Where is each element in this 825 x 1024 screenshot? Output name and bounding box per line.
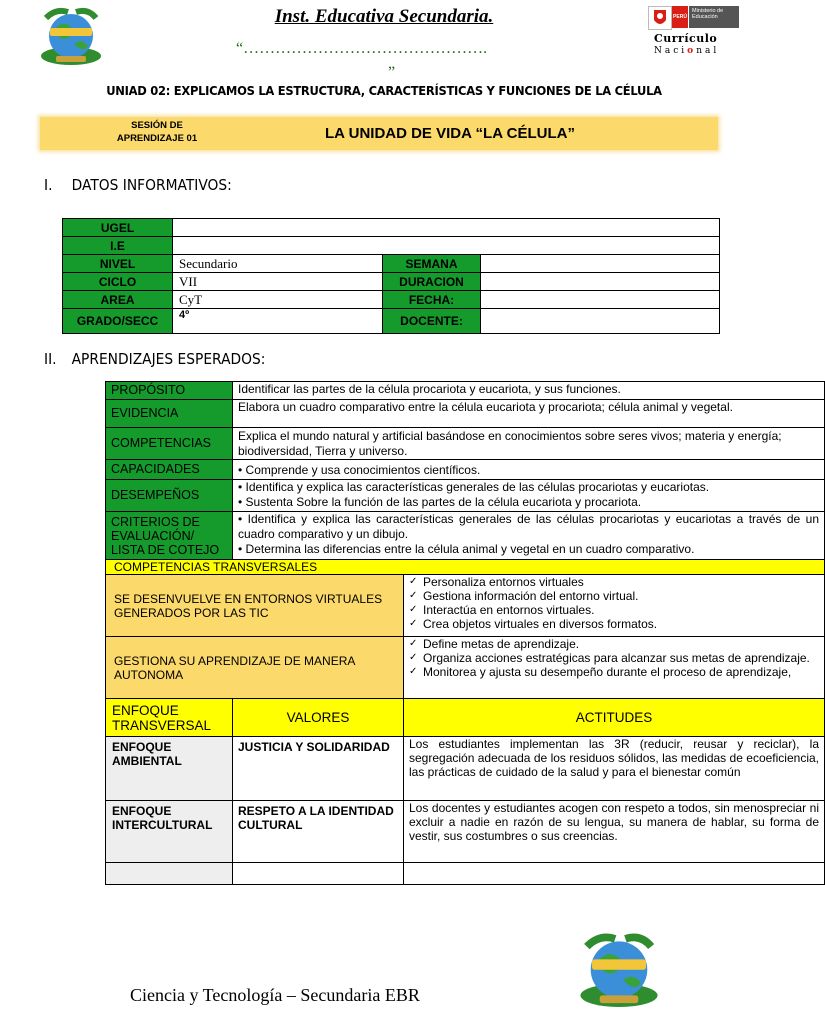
empty-cell (233, 863, 404, 885)
fecha-label: FECHA: (383, 291, 481, 309)
table-row (106, 428, 825, 460)
section-heading-aprendizajes: II. APRENDIZAJES ESPERADOS: (44, 350, 266, 368)
competencias-text: Explica el mundo natural y artificial basándose en conocimientos sobre seres vivos; materia y energía; biodiversidad, Tierra y universo. (233, 428, 825, 460)
table-row (63, 309, 720, 334)
header-enfoque: ENFOQUE TRANSVERSAL (106, 699, 233, 737)
header-valores: VALORES (233, 699, 404, 737)
section-heading-datos: I. DATOS INFORMATIVOS: (44, 176, 232, 194)
session-title: LA UNIDAD DE VIDA “LA CÉLULA” (325, 125, 575, 142)
table-row (106, 637, 825, 699)
desempeno-item: • Identifica y explica las características generales de las células procariotas y eucariotas. (238, 480, 710, 494)
quote-open: “………………………………………. (236, 40, 488, 57)
school-logo-footer (574, 928, 664, 1019)
checklist-item: ✓ Organiza acciones estratégicas para alcanzar sus metas de aprendizaje. (409, 651, 819, 665)
docente-label: DOCENTE: (383, 309, 481, 334)
desempenos-cell (233, 480, 825, 512)
institution-title: Inst. Educativa Secundaria. (274, 6, 494, 27)
semana-label: SEMANA (383, 255, 481, 273)
criterios-cell (233, 512, 825, 560)
table-row (63, 291, 720, 309)
gestiona-competency: GESTIONA SU APRENDIZAJE DE MANERA AUTONOMA (106, 637, 404, 699)
proposito-label: PROPÓSITO (106, 382, 233, 400)
checklist-item: ✓ Define metas de aprendizaje. (409, 637, 819, 651)
docente-value (481, 309, 720, 334)
table-row (106, 400, 825, 428)
aprendizajes-container (105, 381, 819, 889)
desempenos-label: DESEMPEÑOS (106, 480, 233, 512)
table-row (63, 219, 720, 237)
empty-cell (106, 863, 233, 885)
checklist-item: ✓ Personaliza entornos virtuales (409, 575, 819, 589)
aprendizajes-table (105, 381, 825, 885)
area-value: CyT (173, 291, 383, 309)
checklist-item: ✓ Gestiona información del entorno virtual. (409, 589, 819, 603)
table-row (106, 560, 825, 575)
duracion-label: DURACION (383, 273, 481, 291)
footer-text: Ciencia y Tecnología – Secundaria EBR (130, 985, 420, 1005)
fecha-value (481, 291, 720, 309)
criterios-label: CRITERIOS DE EVALUACIÓN/ LISTA DE COTEJO (106, 512, 233, 560)
table-row (63, 273, 720, 291)
session-banner (40, 117, 718, 150)
unit-title: UNIAD 02: EXPLICAMOS LA ESTRUCTURA, CARACTERÍSTICAS Y FUNCIONES DE LA CÉLULA (106, 83, 662, 98)
nacional-text: Nacional (654, 46, 720, 56)
area-label: AREA (63, 291, 173, 309)
ministry-label: Ministerio de Educación (689, 6, 739, 28)
checklist-item: ✓ Monitorea y ajusta su desempeño durante el proceso de aprendizaje, (409, 665, 819, 679)
ugel-label: UGEL (63, 219, 173, 237)
session-label: SESIÓN DE APRENDIZAJE 01 (116, 120, 198, 144)
table-row (106, 737, 825, 801)
enfoque-name: ENFOQUE INTERCULTURAL (106, 801, 233, 863)
table-row (106, 480, 825, 512)
empty-cell (404, 863, 825, 885)
capacidades-label: CAPACIDADES (106, 460, 233, 480)
enfoque-valor: RESPETO A LA IDENTIDAD CULTURAL (233, 801, 404, 863)
table-row (106, 575, 825, 637)
criterio-item: • Determina las diferencias entre la célula animal y vegetal en un cuadro comparativo. (238, 542, 695, 556)
table-row (63, 237, 720, 255)
duracion-value (481, 273, 720, 291)
capacidades-text: • Comprende y usa conocimientos científicos. (233, 460, 825, 480)
nivel-value: Secundario (173, 255, 383, 273)
enfoque-actitud: Los docentes y estudiantes acogen con respeto a todos, sin menospreciar ni excluir a nadie en razón de su lengua, su manera de hablar, su forma de vestir, sus costumbres o sus creencias. (404, 801, 825, 863)
criterio-item: • Identifica y explica las características generales de las células procariotas y eucariotas a través de un cuadro comparativo y un dibujo. (238, 512, 819, 541)
table-row (106, 801, 825, 863)
evidencia-label: EVIDENCIA (106, 400, 233, 428)
quote-close: ” (388, 64, 396, 81)
coat-of-arms-icon (648, 6, 672, 30)
desempeno-item: • Sustenta Sobre la función de las partes de la célula eucariota y procariota. (238, 495, 642, 509)
peru-label: PERÚ (672, 6, 688, 28)
tic-competency: SE DESENVUELVE EN ENTORNOS VIRTUALES GENERADOS POR LAS TIC (106, 575, 404, 637)
evidencia-text: Elabora un cuadro comparativo entre la célula eucariota y procariota; célula animal y vegetal. (233, 400, 825, 428)
nivel-label: NIVEL (63, 255, 173, 273)
table-row (106, 699, 825, 737)
checklist-item: ✓ Interactúa en entornos virtuales. (409, 603, 819, 617)
table-row (106, 863, 825, 885)
grado-label: GRADO/SECC (63, 309, 173, 334)
ie-label: I.E (63, 237, 173, 255)
checklist-item: ✓ Crea objetos virtuales en diversos formatos. (409, 617, 819, 631)
ie-value (173, 237, 720, 255)
header-actitudes: ACTITUDES (404, 699, 825, 737)
ugel-value (173, 219, 720, 237)
enfoque-actitud: Los estudiantes implementan las 3R (reducir, reusar y reciclar), la segregación adecuada de los residuos sólidos, las medidas de ecoeficiencia, las prácticas de cuidado de la salud y para el bienestar común (404, 737, 825, 801)
gestiona-checklist (404, 637, 825, 699)
table-row (106, 382, 825, 400)
curriculo-nacional-logo (648, 6, 740, 54)
ciclo-value: VII (173, 273, 383, 291)
table-row (106, 460, 825, 480)
curriculo-text: Currículo (654, 32, 718, 45)
proposito-text: Identificar las partes de la célula procariota y eucariota, y sus funciones. (233, 382, 825, 400)
table-row (106, 512, 825, 560)
transversales-heading: COMPETENCIAS TRANSVERSALES (106, 560, 825, 575)
table-row (63, 255, 720, 273)
semana-value (481, 255, 720, 273)
competencias-label: COMPETENCIAS (106, 428, 233, 460)
datos-informativos-table (62, 218, 720, 334)
enfoque-name: ENFOQUE AMBIENTAL (106, 737, 233, 801)
ciclo-label: CICLO (63, 273, 173, 291)
enfoque-valor: JUSTICIA Y SOLIDARIDAD (233, 737, 404, 801)
grado-value: 4º (173, 309, 383, 334)
tic-checklist (404, 575, 825, 637)
